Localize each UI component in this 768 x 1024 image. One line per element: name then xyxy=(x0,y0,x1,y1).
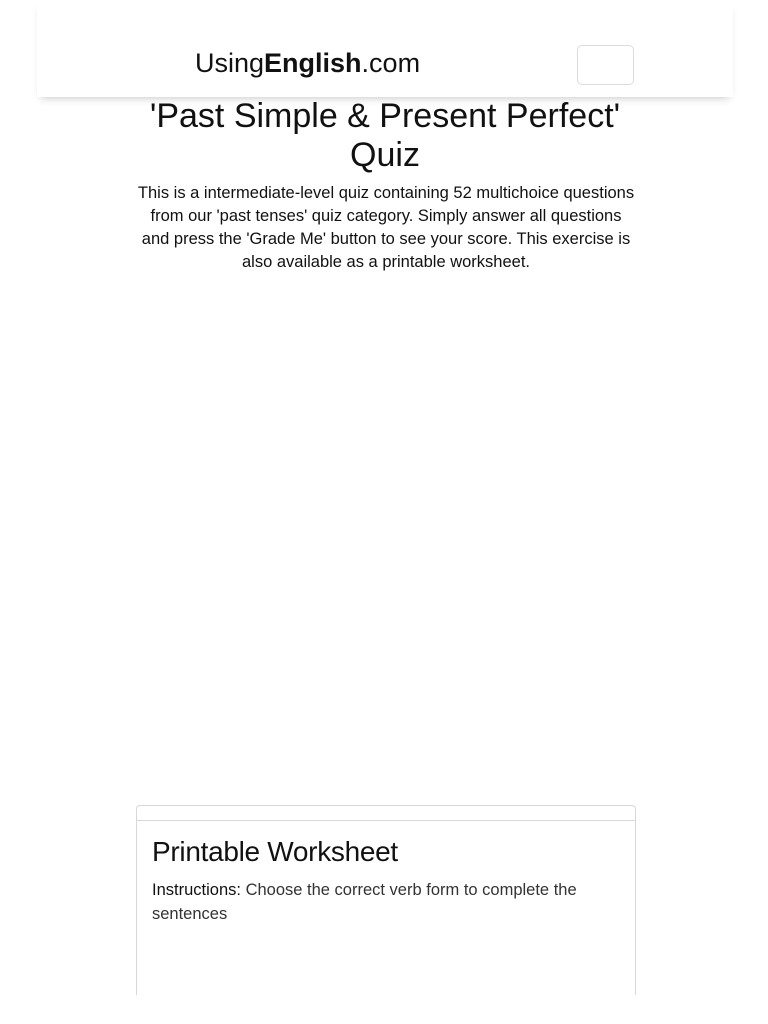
logo-text-using: Using xyxy=(195,48,265,78)
instructions-label: Instructions: xyxy=(152,881,241,899)
printable-worksheet-card xyxy=(136,805,636,995)
logo-text-domain: .com xyxy=(361,48,421,78)
worksheet-title: Printable Worksheet xyxy=(152,836,398,867)
card-top-bar xyxy=(137,806,635,821)
worksheet-instructions xyxy=(152,878,622,926)
site-header xyxy=(37,0,733,97)
site-logo[interactable] xyxy=(195,46,420,80)
menu-toggle-button[interactable] xyxy=(577,45,634,85)
logo-text-english: English xyxy=(264,48,362,78)
page-title: 'Past Simple & Present Perfect' Quiz xyxy=(149,97,621,174)
quiz-description: This is a intermediate-level quiz containing 52 multichoice questions from our 'past tenses' quiz category. Simply answer all questions and press the 'Grade Me' button to see your score. This exercise is also available as a printable worksheet. xyxy=(137,184,635,271)
instructions-text: Choose the correct verb form to complete the sentences xyxy=(152,881,577,923)
